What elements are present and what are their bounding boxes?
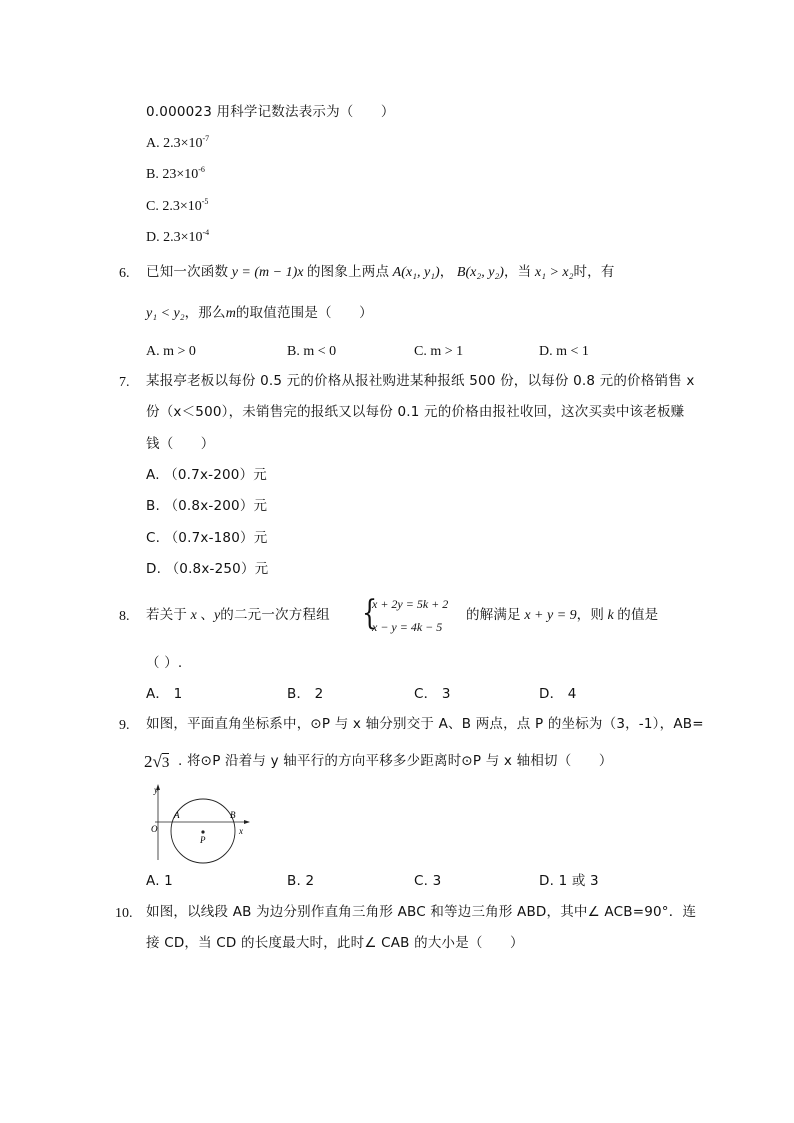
q8-number: 8. <box>119 609 130 624</box>
q6-option-b: B. m < 0 <box>287 344 337 359</box>
label-a: A <box>174 810 180 820</box>
q10-line1: 如图，以线段 AB 为边分别作直角三角形 ABC 和等边三角形 ABD，其中∠ ACB=90°．连 <box>146 904 697 920</box>
q9-line1: 如图，平面直角坐标系中，⊙P 与 x 轴分别交于 A、B 两点，点 P 的坐标为（3，-1），AB= <box>146 716 704 732</box>
q9-option-c: C. 3 <box>414 873 442 889</box>
q8-equation-1: x + 2y = 5k + 2 <box>372 597 449 611</box>
q5-option-a: A. $2.3\times 10^{-7}$ <box>146 134 210 151</box>
q8-option-a: A． 1 <box>146 686 183 702</box>
q8-equation-2: x − y = 4k − 5 <box>372 620 443 634</box>
q9-number: 9. <box>119 718 130 733</box>
q8-line1-tail: 的解满足 x + y = 9，则 k 的值是 <box>466 607 659 623</box>
q5-option-b: B. $23\times 10^{-6}$ <box>146 165 205 182</box>
q9-option-a: A. 1 <box>146 873 173 889</box>
q8-option-c: C． 3 <box>414 686 451 702</box>
q9-line2: . 将⊙P 沿着与 y 轴平行的方向平移多少距离时⊙P 与 x 轴相切（ ） <box>178 753 613 769</box>
q6-function-formula: y = (m − 1)x <box>231 265 304 280</box>
q6-condition-x: x₁ > x₂ <box>534 265 574 280</box>
q6-number: 6. <box>119 266 130 281</box>
q8-option-d: D． 4 <box>539 686 577 702</box>
q6-line2: y₁ < y₂，那么m的取值范围是（ ） <box>146 305 373 321</box>
q6-condition-y: y₁ < y₂ <box>146 306 185 321</box>
q7-option-b: B. （0.8x-200）元 <box>146 498 268 514</box>
q8-option-b: B． 2 <box>287 686 324 702</box>
q6-option-c: C. m > 1 <box>414 344 464 359</box>
q7-option-c: C. （0.7x-180）元 <box>146 530 268 546</box>
q8-condition: x + y = 9 <box>524 608 577 623</box>
q8-line2: （ ）. <box>146 655 183 671</box>
label-o: O <box>151 824 158 834</box>
q8-system-brace: { <box>362 593 378 633</box>
q5-option-d: D. $2.3\times 10^{-4}$ <box>146 228 210 245</box>
q7-line1: 某报亭老板以每份 0.5 元的价格从报社购进某种报纸 500 份，以每份 0.8 元的价格销售 x <box>146 373 695 389</box>
q6-option-a: A. m > 0 <box>146 344 196 359</box>
label-x: x <box>239 826 243 836</box>
q6-line1: 已知一次函数 y = (m − 1)x 的图象上两点 A(x₁, y₁)， B(x₂, y₂)，当 x₁ > x₂时，有 <box>146 264 615 280</box>
center-point-p <box>201 830 204 833</box>
q5-option-c: C. $2.3\times 10^{-5}$ <box>146 197 209 214</box>
x-axis-arrow <box>244 820 250 824</box>
q6-point-b: B(x₂, y₂) <box>456 265 504 280</box>
q9-option-b: B. 2 <box>287 873 315 889</box>
label-y: y <box>154 785 158 795</box>
label-p: P <box>200 835 206 845</box>
q6-option-d: D. m < 1 <box>539 344 589 359</box>
q7-option-d: D. （0.8x-250）元 <box>146 561 269 577</box>
q9-radical: 2√3 <box>144 752 170 771</box>
q7-line3: 钱（ ） <box>146 436 215 452</box>
q9-option-d: D. 1 或 3 <box>539 873 599 889</box>
q7-number: 7. <box>119 375 130 390</box>
q10-number: 10. <box>115 906 133 921</box>
q9-figure <box>145 782 255 864</box>
q10-line2: 接 CD，当 CD 的长度最大时，此时∠ CAB 的大小是（ ） <box>146 935 524 951</box>
q7-option-a: A. （0.7x-200）元 <box>146 467 267 483</box>
q5-stem: 0.000023 用科学记数法表示为（ ） <box>146 104 395 120</box>
q7-line2: 份（x＜500），未销售完的报纸又以每份 0.1 元的价格由报社收回，这次买卖中该老板赚 <box>146 404 685 420</box>
q8-line1-lead: 若关于 x 、y的二元一次方程组 <box>146 607 330 623</box>
q6-point-a: A(x₁, y₁) <box>392 265 440 280</box>
label-b: B <box>230 810 236 820</box>
